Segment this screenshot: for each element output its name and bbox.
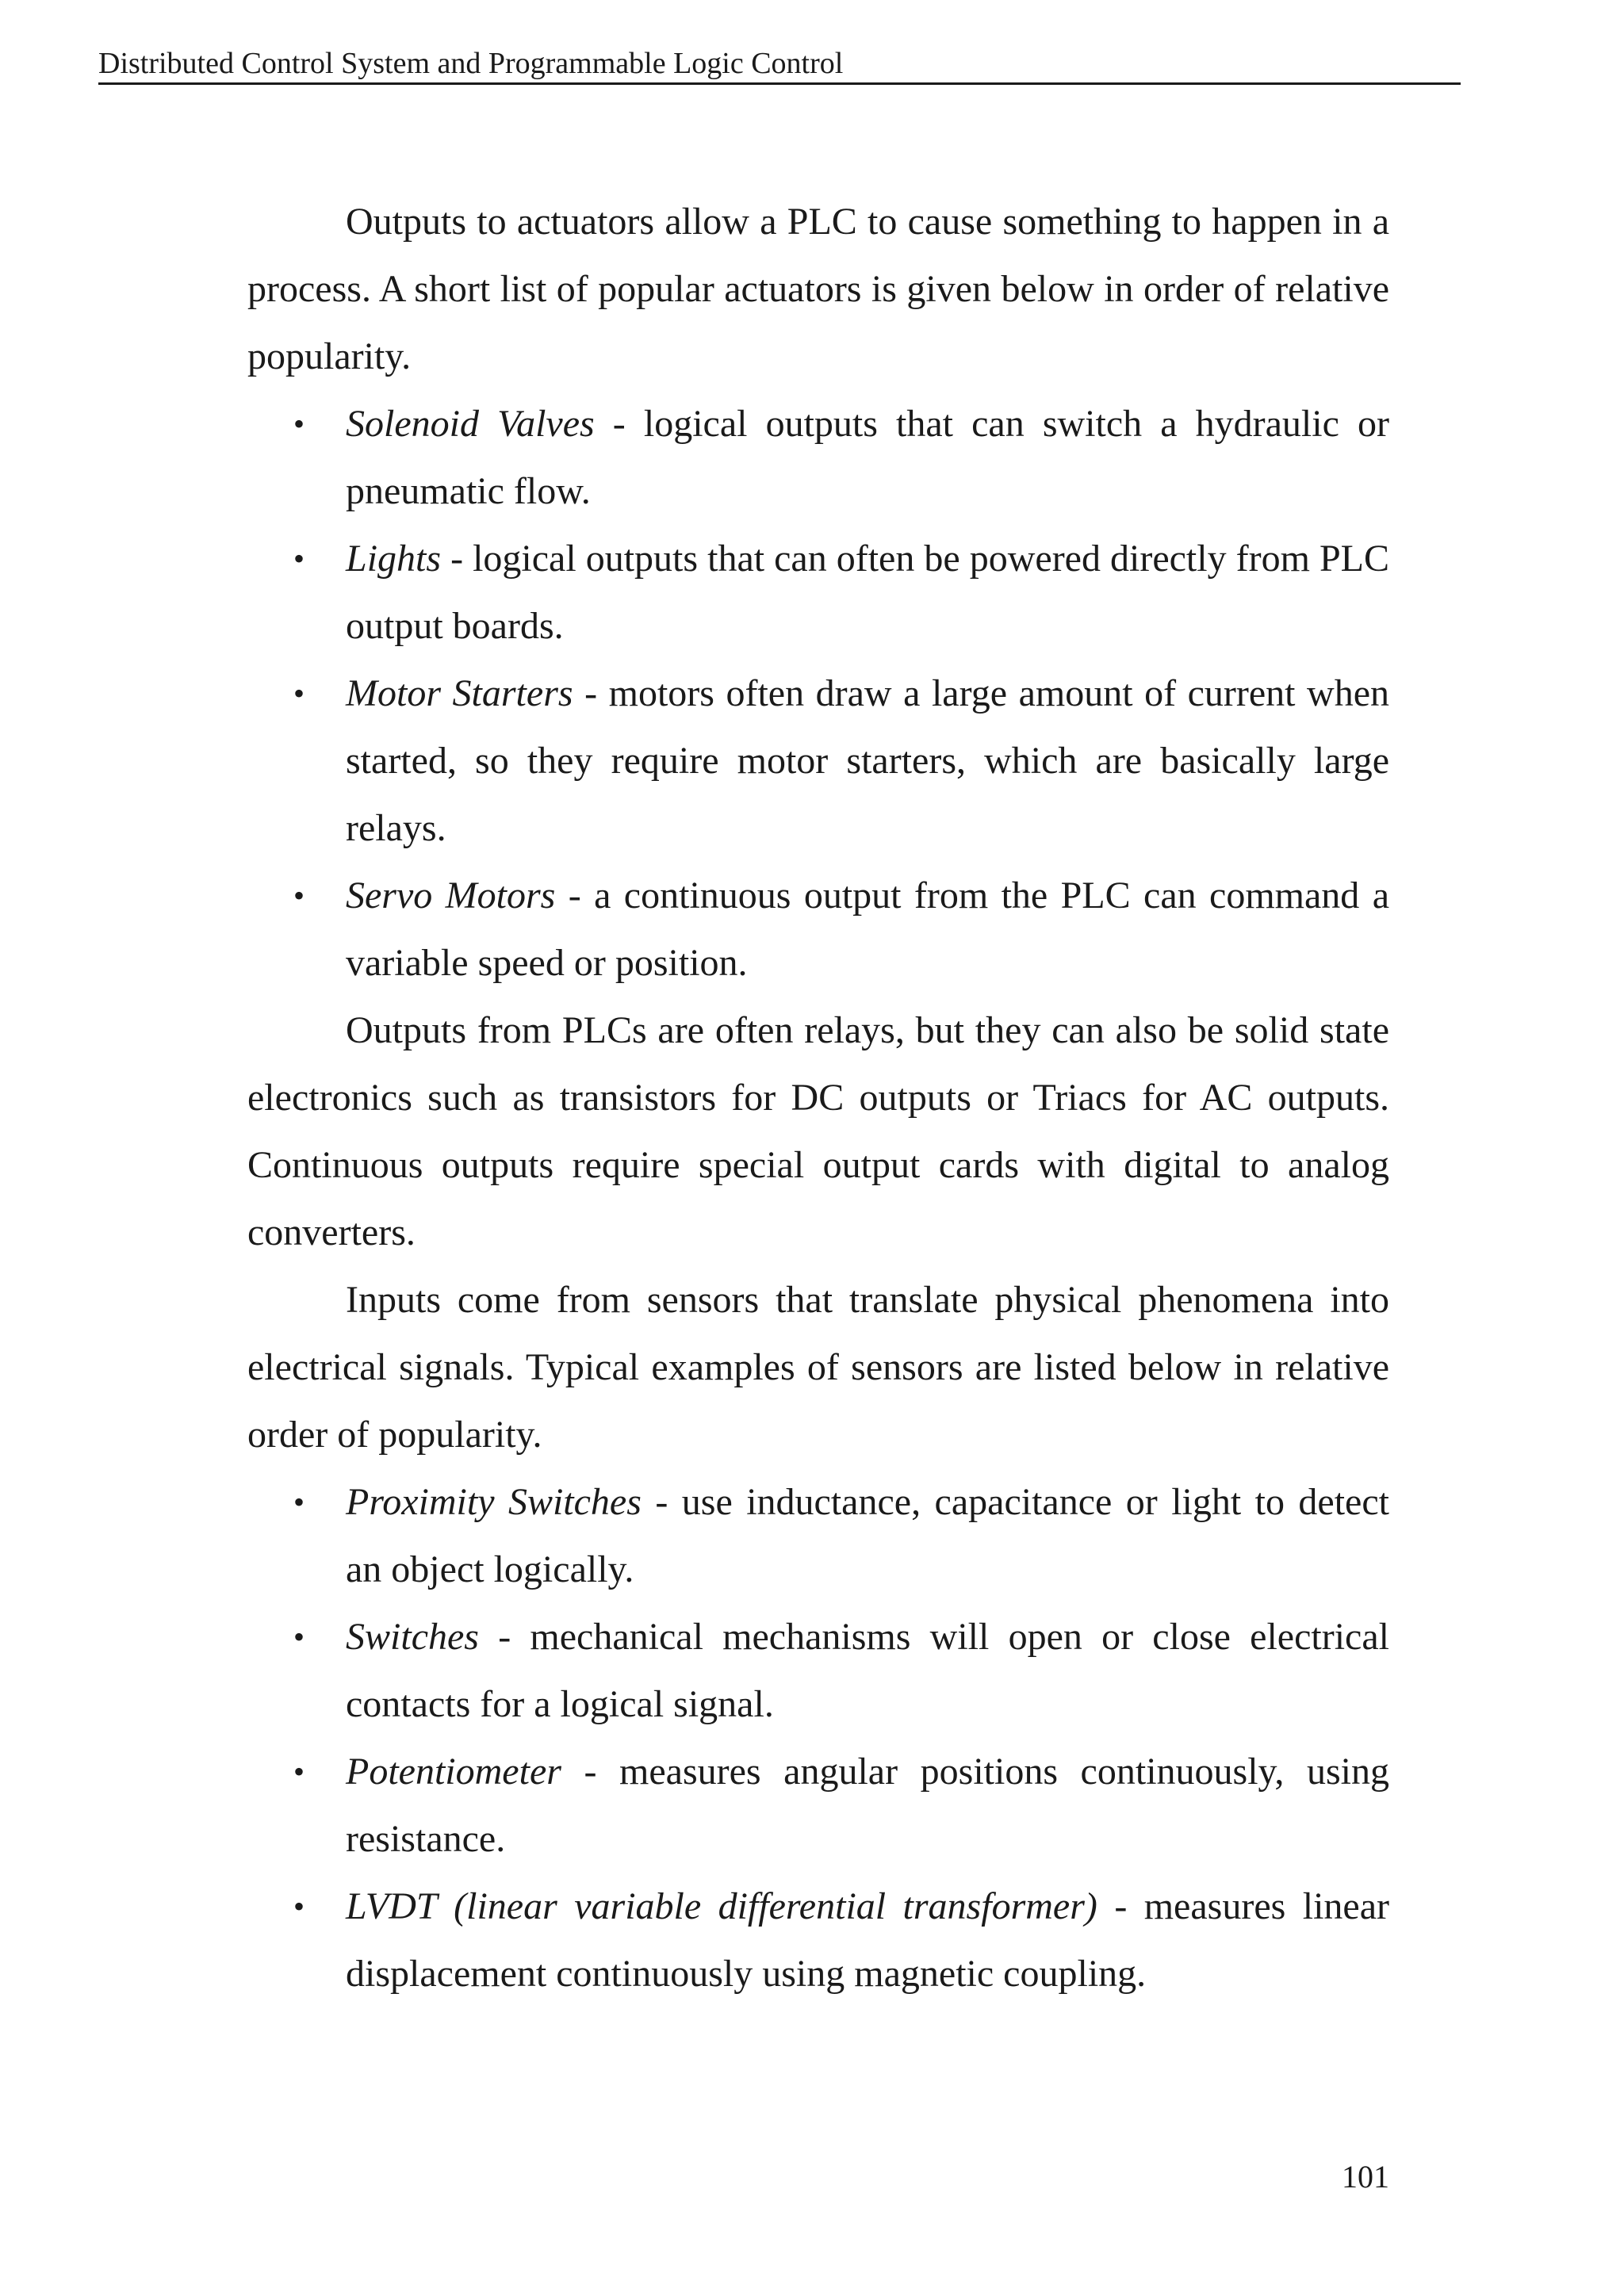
page-number: 101 (1342, 2159, 1389, 2195)
list-item-text: - a continuous output from the PLC can command a variable speed or position. (346, 874, 1389, 984)
bullet-icon: • (293, 406, 305, 442)
list-item (247, 862, 1389, 997)
paragraph-actuators-intro: Outputs to actuators allow a PLC to cause something to happen in a process. A short list of popular actuators is given below in order of relative popularity. (247, 201, 1389, 377)
list-item-text: - logical outputs that can switch a hydraulic or pneumatic flow. (346, 403, 1389, 512)
bullet-icon: • (293, 1888, 305, 1924)
bullet-icon: • (293, 1754, 305, 1789)
paragraph-outputs: Outputs from PLCs are often relays, but they can also be solid state electronics such as transistors for DC outputs or Triacs for AC outputs. Continuous outputs require special output cards with digital to analog converters. (247, 1009, 1389, 1253)
running-header (98, 44, 1461, 85)
list-item (247, 1738, 1389, 1873)
list-item (247, 390, 1389, 525)
list-item-term: Servo Motors (346, 874, 556, 916)
bullet-icon: • (293, 541, 305, 576)
list-item-term: LVDT (linear variable differential transformer) (346, 1885, 1097, 1927)
list-item-text: - use inductance, capacitance or light to detect an object logically. (346, 1481, 1389, 1590)
bullet-icon: • (293, 878, 305, 913)
list-item (247, 1873, 1389, 2007)
list-item-text: - measures angular positions continuously, using resistance. (346, 1751, 1389, 1860)
paragraph-inputs: Inputs come from sensors that translate physical phenomena into electrical signals. Typical examples of sensors are listed below in relative order of popularity. (247, 1279, 1389, 1456)
list-item-term: Potentiometer (346, 1751, 561, 1793)
list-item-text: - measures linear displacement continuously using magnetic coupling. (346, 1885, 1389, 1995)
sensor-list (247, 1468, 1389, 2007)
list-item-text: - mechanical mechanisms will open or close electrical contacts for a logical signal. (346, 1616, 1389, 1725)
list-item-term: Solenoid Valves (346, 403, 595, 445)
bullet-icon: • (293, 1619, 305, 1655)
header-title: Distributed Control System and Programmable Logic Control (98, 47, 844, 80)
list-item-term: Motor Starters (346, 672, 573, 714)
bullet-icon: • (293, 1484, 305, 1520)
bullet-icon: • (293, 675, 305, 711)
list-item-text: - logical outputs that can often be powered directly from PLC output boards. (346, 538, 1389, 647)
list-item-term: Lights (346, 538, 442, 580)
list-item (247, 525, 1389, 660)
list-item (247, 1603, 1389, 1738)
list-item (247, 1468, 1389, 1603)
list-item-term: Proximity Switches (346, 1481, 642, 1523)
list-item-text: - motors often draw a large amount of current when started, so they require motor starters, which are basically large relays. (346, 672, 1390, 849)
list-item-term: Switches (346, 1616, 479, 1658)
page-body (247, 188, 1389, 2007)
actuator-list (247, 390, 1389, 997)
list-item (247, 660, 1389, 862)
